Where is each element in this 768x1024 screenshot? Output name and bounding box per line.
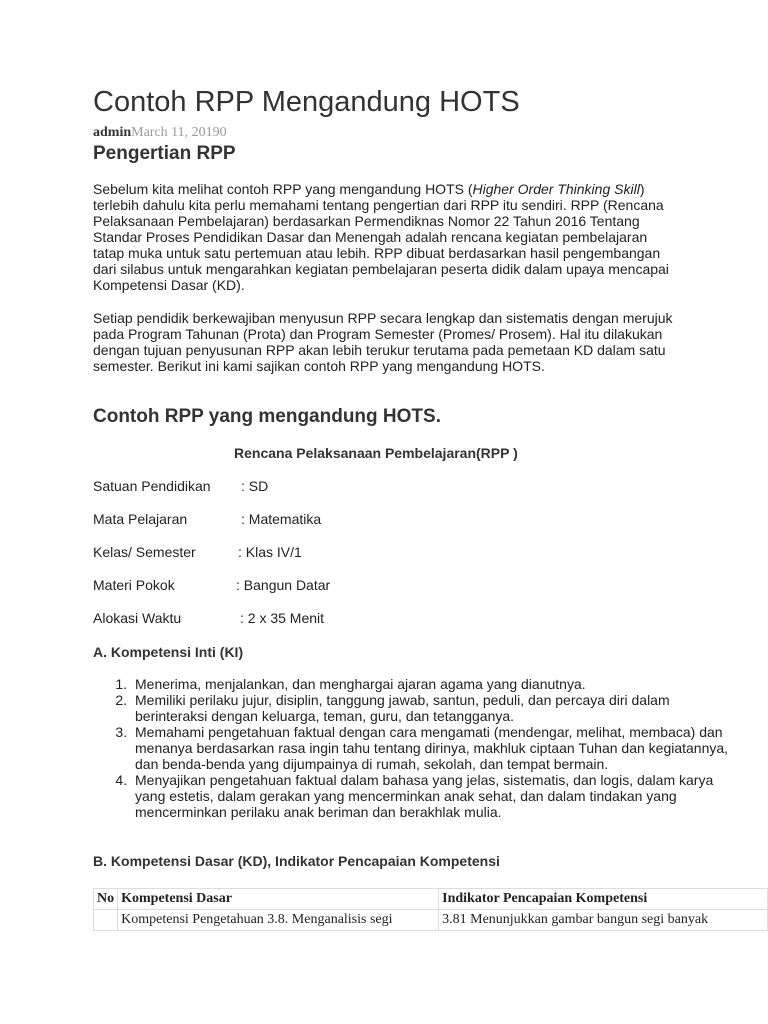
page-title: Contoh RPP Mengandung HOTS xyxy=(93,86,520,118)
table-header-row xyxy=(94,889,768,910)
section-heading-contoh: Contoh RPP yang mengandung HOTS. xyxy=(93,406,441,427)
paragraph-setiap-pendidik: Setiap pendidik berkewajiban menyusun RPP secara lengkap dan sistematis dengan merujuk pada Program Tahunan (Prota) dan Program Semester (Promes/ Prosem). Hal itu dilakukan dengan tujuan penyusunan RPP akan lebih terukur terutama pada pemetaan KD dalam satu semester. Berikut ini kami sajikan contoh RPP yang mengandung HOTS. xyxy=(93,310,673,374)
field-value: : 2 x 35 Menit xyxy=(240,610,325,626)
header-indikator: Indikator Pencapaian Kompetensi xyxy=(439,889,768,910)
field-value: : SD xyxy=(241,478,269,494)
byline xyxy=(93,125,227,141)
paragraph-intro-part1: Sebelum kita melihat contoh RPP yang mengandung HOTS ( xyxy=(93,181,473,197)
field-materi-pokok xyxy=(93,577,331,593)
table-cell xyxy=(94,910,118,931)
post-date: March 11, 2019 xyxy=(131,125,220,140)
list-item: 1. Menerima, menjalankan, dan menghargai ajaran agama yang dianutnya. xyxy=(131,676,731,692)
field-value: : Matematika xyxy=(241,511,322,527)
list-item: 4. Menyajikan pengetahuan faktual dalam bahasa yang jelas, sistematis, dan logis, dalam karya yang estetis, dalam gerakan yang mencerminkan anak sehat, dan dalam tindakan yang mencerminkan perilaku anak beriman dan berakhlak mulia. xyxy=(131,772,731,820)
comment-count[interactable]: 0 xyxy=(219,125,227,140)
field-label: Mata Pelajaran xyxy=(93,511,188,527)
kd-heading xyxy=(93,853,500,869)
table-cell: Kompetensi Pengetahuan 3.8. Menganalisis segi xyxy=(118,910,439,931)
field-satuan-pendidikan xyxy=(93,478,269,494)
field-label: Alokasi Waktu xyxy=(93,610,182,626)
field-label: Satuan Pendidikan xyxy=(93,478,211,494)
paragraph-intro xyxy=(93,181,673,293)
list-item: 2. Memiliki perilaku jujur, disiplin, tanggung jawab, santun, peduli, dan percaya diri dalam berinteraksi dengan keluarga, teman, guru, dan tetangganya. xyxy=(131,692,731,724)
kd-heading-letter: B xyxy=(93,853,104,869)
table-row xyxy=(94,910,768,931)
author-link[interactable]: admin xyxy=(93,125,132,140)
list-item: 3. Memahami pengetahuan faktual dengan cara mengamati (mendengar, melihat, membaca) dan menanya berdasarkan rasa ingin tahu tentang dirinya, makhluk ciptaan Tuhan dan kegiatannya, dan benda-benda yang dijumpainya di rumah, sekolah, dan tempat bermain. xyxy=(131,724,731,772)
kd-table xyxy=(93,888,768,931)
field-mata-pelajaran xyxy=(93,511,322,527)
field-value: : Bangun Datar xyxy=(236,577,331,593)
field-label: Materi Pokok xyxy=(93,577,175,593)
ki-list xyxy=(93,676,731,820)
field-kelas-semester xyxy=(93,544,302,560)
ki-heading: A. Kompetensi Inti (KI) xyxy=(93,644,244,660)
field-value: : Klas IV/1 xyxy=(238,544,302,560)
table-cell: 3.81 Menunjukkan gambar bangun segi banyak xyxy=(439,910,768,931)
paragraph-intro-italic: Higher Order Thinking Skill xyxy=(472,181,640,197)
header-kompetensi-dasar: Kompetensi Dasar xyxy=(118,889,439,910)
section-heading-pengertian: Pengertian RPP xyxy=(93,143,236,164)
paragraph-intro-part2: ) terlebih dahulu kita perlu memahami tentang pengertian dari RPP itu sendiri. RPP (Rencana Pelaksanaan Pembelajaran) berdasarkan Permendiknas Nomor 22 Tahun 2016 Tentang Standar Proses Pendidikan Dasar dan Menengah adalah rencana kegiatan pembelajaran tatap muka untuk satu pertemuan atau lebih. RPP dibuat berdasarkan hasil pengembangan dari silabus untuk mengarahkan kegiatan pembelajaran peserta didik dalam upaya mencapai Kompetensi Dasar (KD). xyxy=(93,181,669,293)
header-no: No xyxy=(94,889,118,910)
rpp-document-title: Rencana Pelaksanaan Pembelajaran(RPP ) xyxy=(234,445,518,461)
kd-heading-text: . Kompetensi Dasar (KD), Indikator Pencapaian Kompetensi xyxy=(103,853,500,869)
field-alokasi-waktu xyxy=(93,610,325,626)
field-label: Kelas/ Semester xyxy=(93,544,196,560)
